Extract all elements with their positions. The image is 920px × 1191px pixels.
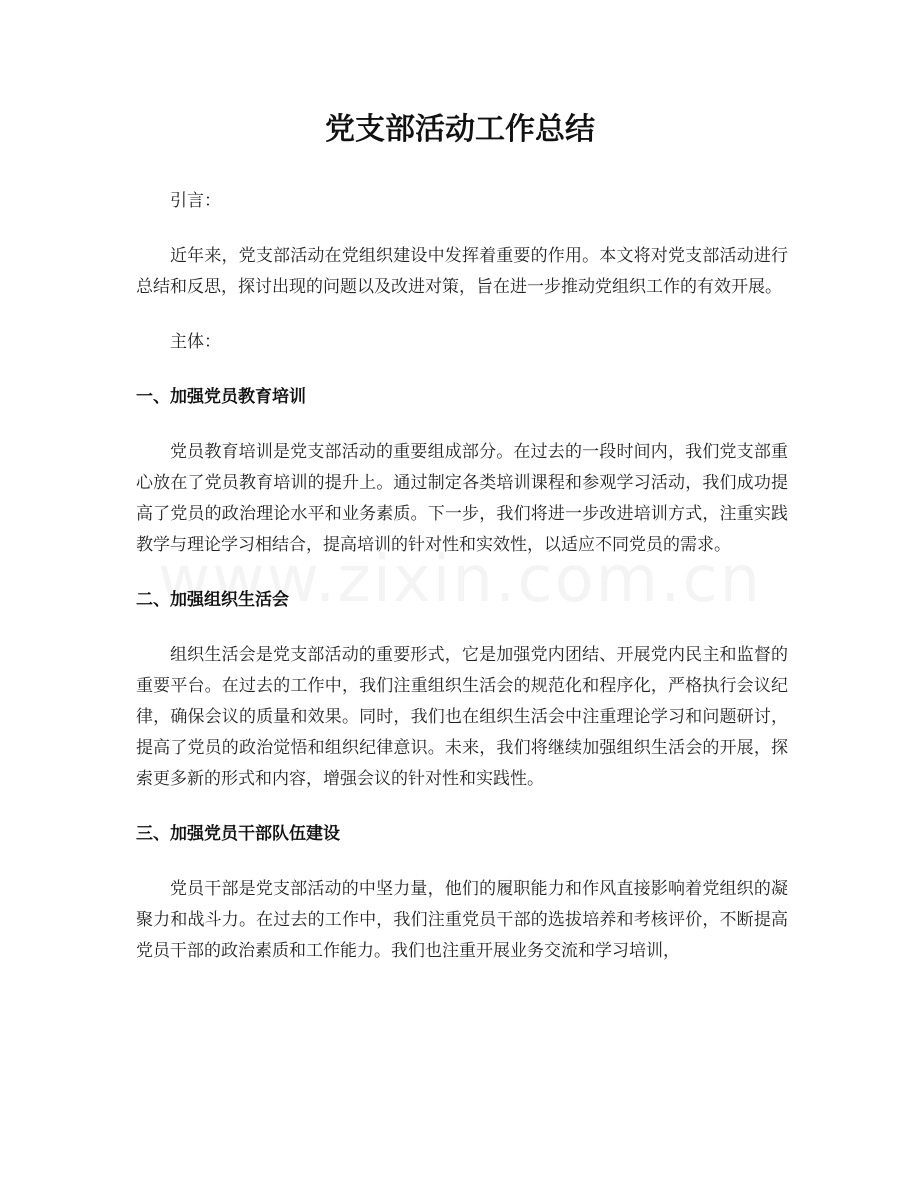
document-body bbox=[136, 186, 788, 991]
section-3-heading: 三、加强党员干部队伍建设 bbox=[136, 824, 340, 844]
section-1-heading: 一、加强党员教育培训 bbox=[136, 387, 306, 407]
intro-paragraph: 近年来，党支部活动在党组织建设中发挥着重要的作用。本文将对党支部活动进行总结和反思，探讨出现的问题以及改进对策，旨在进一步推动党组织工作的有效开展。 bbox=[136, 246, 788, 297]
section-2-paragraph: 组织生活会是党支部活动的重要形式，它是加强党内团结、开展党内民主和监督的重要平台。在过去的工作中，我们注重组织生活会的规范化和程序化，严格执行会议纪律，确保会议的质量和效果。同时，我们也在组织生活会中注重理论学习和问题研讨，提高了党员的政治觉悟和组织纪律意识。未来，我们将继续加强组织生活会的开展，探索更多新的形式和内容，增强会议的针对性和实践性。 bbox=[136, 645, 788, 789]
document-title: 党支部活动工作总结 bbox=[325, 112, 595, 147]
intro-label: 引言： bbox=[170, 191, 221, 211]
section-2-heading: 二、加强组织生活会 bbox=[136, 590, 289, 610]
section-1-paragraph: 党员教育培训是党支部活动的重要组成部分。在过去的一段时间内，我们党支部重心放在了党员教育培训的提升上。通过制定各类培训课程和参观学习活动，我们成功提高了党员的政治理论水平和业务素质。下一步，我们将进一步改进培训方式，注重实践教学与理论学习相结合，提高培训的针对性和实效性，以适应不同党员的需求。 bbox=[136, 442, 788, 555]
body-label: 主体： bbox=[170, 332, 221, 352]
section-3-paragraph: 党员干部是党支部活动的中坚力量，他们的履职能力和作风直接影响着党组织的凝聚力和战斗力。在过去的工作中，我们注重党员干部的选拔培养和考核评价，不断提高党员干部的政治素质和工作能力。我们也注重开展业务交流和学习培训， bbox=[136, 879, 788, 961]
